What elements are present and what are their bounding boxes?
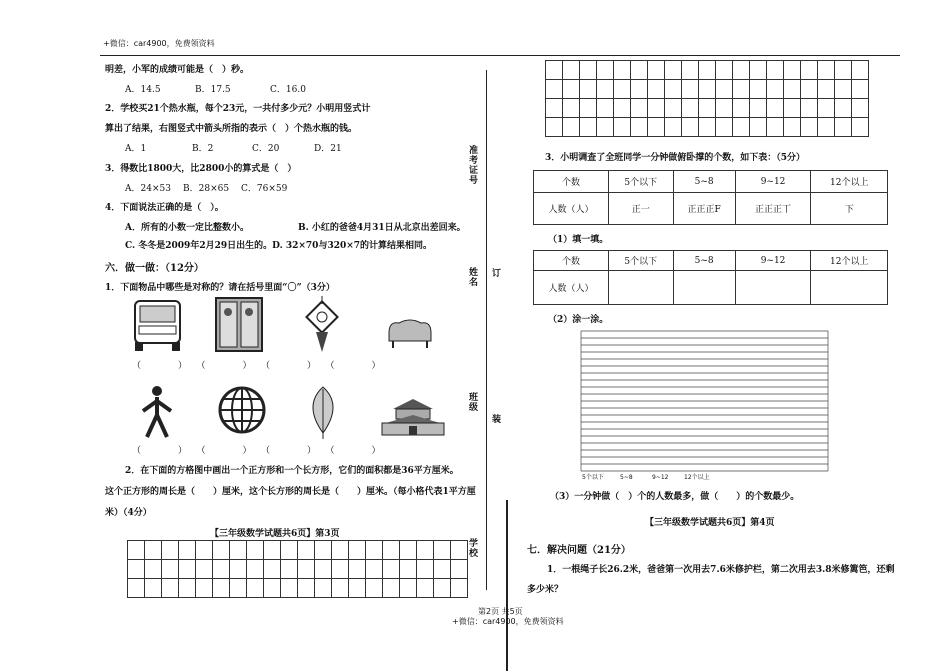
q3-sub3: （3）一分钟做（ ）个的人数最多，做（ ）的个数最少。 [550,492,800,502]
label-ding: 订 [490,268,500,278]
grid-cell[interactable] [699,80,716,99]
header-cell: 5~8 [673,171,735,193]
grid-cell[interactable] [247,560,264,579]
tally-cell: 正正正F [673,193,735,225]
header-cell: 个数 [534,251,609,271]
grid-cell[interactable] [546,118,563,137]
q4-c: C. 冬冬是2009年2月29日出生的。D. 32×70与320×7的计算结果相同。 [125,241,433,251]
grid-cell[interactable] [750,61,767,80]
top-note: +微信：car4900，免费领资料 [103,39,215,48]
grid-cell[interactable] [298,579,315,598]
grid-cell[interactable] [648,118,665,137]
grid-cell[interactable] [597,80,614,99]
tally-cell: 下 [811,193,888,225]
grid-cell[interactable] [563,99,580,118]
grid-cell[interactable] [281,579,298,598]
s6-q2-line2: 这个正方形的周长是（ ）厘米，这个长方形的周长是（ ）厘米。（每小格代表1平方厘 [105,487,476,497]
grid-cell[interactable] [434,579,451,598]
grid-cell[interactable] [366,541,383,560]
option: A．14.5 [125,85,161,95]
header-cell: 12个以上 [811,251,888,271]
grid-cell[interactable] [400,579,417,598]
grid-cell[interactable] [784,61,801,80]
option: A．1 [125,144,147,154]
drawing-grid[interactable] [127,540,468,598]
grid-cell[interactable] [563,80,580,99]
grid-cell[interactable] [750,80,767,99]
grid-cell[interactable] [298,541,315,560]
row-label: 人数（人） [534,271,609,305]
chinese-knot-icon [302,296,342,353]
q2-line1: 2．学校买21个热水瓶，每个23元，一共付多少元？小明用竖式计 [105,104,371,114]
option: C．20 [252,144,280,154]
grid-cell[interactable] [383,541,400,560]
grid-cell[interactable] [179,560,196,579]
grid-cell[interactable] [716,118,733,137]
tally-cell: 正一 [608,193,673,225]
grid-cell[interactable] [366,579,383,598]
grid-cell[interactable] [818,80,835,99]
globe-icon [217,385,267,435]
s6-q1: 1．下面物品中哪些是对称的？请在括号里面“〇”（3分） [105,283,335,293]
grid-cell[interactable] [580,61,597,80]
grid-cell[interactable] [546,80,563,99]
x-tick-label: 5个以下 [582,474,604,481]
parens-row2: （ ）（ ）（ ）（ ） [132,446,395,456]
grid-cell[interactable] [230,579,247,598]
grid-cell[interactable] [145,560,162,579]
grid-cell[interactable] [349,560,366,579]
q2-options [125,141,354,154]
grid-cell[interactable] [682,99,699,118]
label-name: 姓名 [467,267,477,287]
grid-cell[interactable] [264,579,281,598]
top-grid[interactable] [545,60,869,137]
grid-cell[interactable] [580,80,597,99]
grid-cell[interactable] [614,99,631,118]
grid-cell[interactable] [213,541,230,560]
grid-cell[interactable] [349,541,366,560]
grid-cell[interactable] [128,541,145,560]
grid-cell[interactable] [784,80,801,99]
grid-cell[interactable] [682,61,699,80]
grid-cell[interactable] [665,99,682,118]
grid-cell[interactable] [614,118,631,137]
grid-cell[interactable] [665,61,682,80]
grid-cell[interactable] [451,560,468,579]
x-tick-label: 5~8 [620,474,633,481]
grid-cell[interactable] [733,61,750,80]
tiananmen-icon [378,395,448,437]
grid-cell[interactable] [332,579,349,598]
grid-cell[interactable] [818,99,835,118]
left-page-footer: 【三年级数学试题共6页】第3页 [210,529,340,539]
grid-cell[interactable] [128,560,145,579]
grid-cell[interactable] [434,560,451,579]
grid-cell[interactable] [852,118,869,137]
header-cell: 5个以下 [608,251,673,271]
grid-cell[interactable] [349,579,366,598]
q-intro-options [125,82,425,95]
grid-cell[interactable] [580,99,597,118]
grid-cell[interactable] [145,579,162,598]
tally-cell: 正正正丅 [735,193,811,225]
q4-line: 4．下面说法正确的是（ ）。 [105,203,224,213]
grid-cell[interactable] [315,541,332,560]
grid-cell[interactable] [179,541,196,560]
header-cell: 个数 [534,171,609,193]
grid-cell[interactable] [417,541,434,560]
grid-cell[interactable] [546,99,563,118]
q3-line: 3．得数比1800大，比2800小的算式是（ ） [105,164,297,174]
grid-cell[interactable] [332,560,349,579]
blank-cell[interactable] [608,271,673,305]
grid-cell[interactable] [230,560,247,579]
header-cell: 5个以下 [608,171,673,193]
s6-q2-line3: 米）（4分） [105,508,152,518]
s6-q2-line1: 2．在下面的方格图中画出一个正方形和一个长方形，它们的面积都是36平方厘米。 [125,466,459,476]
q3-title: 3．小明调查了全班同学一分钟做俯卧撑的个数，如下表：（5分） [545,153,806,163]
grid-cell[interactable] [767,99,784,118]
grid-cell[interactable] [733,80,750,99]
option: C．76×59 [241,184,288,194]
tally-table [533,170,888,225]
grid-cell[interactable] [767,118,784,137]
grid-cell[interactable] [733,99,750,118]
grid-cell[interactable] [383,579,400,598]
grid-cell[interactable] [315,579,332,598]
grid-cell[interactable] [818,61,835,80]
grid-cell[interactable] [682,80,699,99]
row-label: 人数（人） [534,193,609,225]
header-cell: 9~12 [735,171,811,193]
grid-cell[interactable] [332,541,349,560]
grid-cell[interactable] [128,579,145,598]
label-exam-id: 准考证号 [467,145,477,185]
grid-cell[interactable] [801,80,818,99]
grid-cell[interactable] [597,61,614,80]
x-tick-label: 12个以上 [684,474,710,481]
grid-cell[interactable] [750,118,767,137]
grid-cell[interactable] [383,560,400,579]
grid-cell[interactable] [801,99,818,118]
q3-options [125,181,301,194]
grid-cell[interactable] [818,118,835,137]
header-rule [100,55,900,56]
option: B．28×65 [183,184,230,194]
grid-cell[interactable] [750,99,767,118]
grid-cell[interactable] [716,61,733,80]
label-class: 班级 [467,392,477,412]
grid-cell[interactable] [767,61,784,80]
right-page-footer: 【三年级数学试题共6页】第4页 [645,518,775,528]
fill-label: （1）填一填。 [548,235,609,245]
q4-b: B. 小红的爸爸4月31日从北京出差回来。 [298,223,466,233]
section6-title: 六．做一做：（12分） [105,263,204,274]
grid-cell[interactable] [716,99,733,118]
grid-cell[interactable] [281,560,298,579]
binding-edge [506,500,508,671]
grid-cell[interactable] [179,579,196,598]
grid-cell[interactable] [699,61,716,80]
grid-cell[interactable] [264,541,281,560]
grid-cell[interactable] [767,80,784,99]
grid-cell[interactable] [835,61,852,80]
bar-chart-grid[interactable] [580,330,830,482]
grid-cell[interactable] [784,118,801,137]
truck-icon [130,298,185,353]
s7-q1-line1: 1．一根绳子长26.2米，爸爸第一次用去7.6米修护栏，第二次用去3.8米修篱笆，还剩 [547,565,895,575]
grid-cell[interactable] [648,80,665,99]
grid-cell[interactable] [417,560,434,579]
grid-cell[interactable] [162,541,179,560]
q-intro: 明差，小军的成绩可能是（ ）秒。 [105,65,250,75]
bottom-note: +微信：car4900，免费领资料 [452,617,564,626]
section7-title: 七．解决问题（21分） [527,545,631,556]
grid-cell[interactable] [835,99,852,118]
grid-cell[interactable] [631,61,648,80]
label-zhuang: 装 [490,414,500,424]
grid-cell[interactable] [366,560,383,579]
grid-cell[interactable] [801,118,818,137]
grid-cell[interactable] [784,99,801,118]
cabinet-icon [214,296,264,353]
grid-cell[interactable] [852,99,869,118]
walking-person-icon [135,385,180,440]
grid-cell[interactable] [247,579,264,598]
grid-cell[interactable] [835,118,852,137]
grid-cell[interactable] [400,541,417,560]
grid-cell[interactable] [281,541,298,560]
option: D．21 [314,144,342,154]
grid-cell[interactable] [733,118,750,137]
option: B．2 [192,144,214,154]
grid-cell[interactable] [597,118,614,137]
option: A．24×53 [125,184,171,194]
sofa-icon [385,315,435,350]
grid-cell[interactable] [665,118,682,137]
header-cell: 12个以上 [811,171,888,193]
grid-cell[interactable] [247,541,264,560]
grid-cell[interactable] [631,80,648,99]
grid-cell[interactable] [298,560,315,579]
leaf-icon [303,385,343,440]
blank-cell[interactable] [735,271,811,305]
grid-cell[interactable] [852,61,869,80]
page-number: 第2页 共5页 [478,607,523,616]
grid-cell[interactable] [546,61,563,80]
grid-cell[interactable] [852,80,869,99]
grid-cell[interactable] [801,61,818,80]
grid-cell[interactable] [400,560,417,579]
option: B．17.5 [195,85,231,95]
grid-cell[interactable] [434,541,451,560]
x-tick-label: 9~12 [652,474,669,481]
grid-cell[interactable] [563,61,580,80]
header-cell: 5~8 [673,251,735,271]
paint-label: （2）涂一涂。 [548,315,609,325]
grid-cell[interactable] [315,560,332,579]
parens-row1: （ ）（ ）（ ）（ ） [132,361,395,371]
fill-table[interactable] [533,250,888,305]
grid-cell[interactable] [264,560,281,579]
grid-cell[interactable] [451,579,468,598]
header-cell: 9~12 [735,251,811,271]
grid-cell[interactable] [230,541,247,560]
grid-cell[interactable] [451,541,468,560]
grid-cell[interactable] [580,118,597,137]
grid-cell[interactable] [213,579,230,598]
grid-cell[interactable] [835,80,852,99]
grid-cell[interactable] [614,61,631,80]
blank-cell[interactable] [673,271,735,305]
grid-cell[interactable] [563,118,580,137]
s7-q1-line2: 多少米？ [527,585,564,595]
binding-line [486,70,487,590]
grid-cell[interactable] [699,99,716,118]
grid-cell[interactable] [213,560,230,579]
grid-cell[interactable] [648,99,665,118]
label-school: 学校 [467,538,477,558]
q2-line2: 算出了结果，右图竖式中箭头所指的表示（ ）个热水瓶的钱。 [105,124,358,134]
grid-cell[interactable] [162,579,179,598]
grid-cell[interactable] [145,541,162,560]
grid-cell[interactable] [196,541,213,560]
option: C．16.0 [270,85,306,95]
grid-cell[interactable] [648,61,665,80]
grid-cell[interactable] [699,118,716,137]
grid-cell[interactable] [716,80,733,99]
grid-cell[interactable] [196,560,213,579]
grid-cell[interactable] [682,118,699,137]
blank-cell[interactable] [811,271,888,305]
grid-cell[interactable] [631,118,648,137]
grid-cell[interactable] [631,99,648,118]
grid-cell[interactable] [417,579,434,598]
grid-cell[interactable] [597,99,614,118]
grid-cell[interactable] [196,579,213,598]
q4-a: A．所有的小数一定比整数小。 [125,223,249,233]
grid-cell[interactable] [665,80,682,99]
grid-cell[interactable] [614,80,631,99]
grid-cell[interactable] [162,560,179,579]
